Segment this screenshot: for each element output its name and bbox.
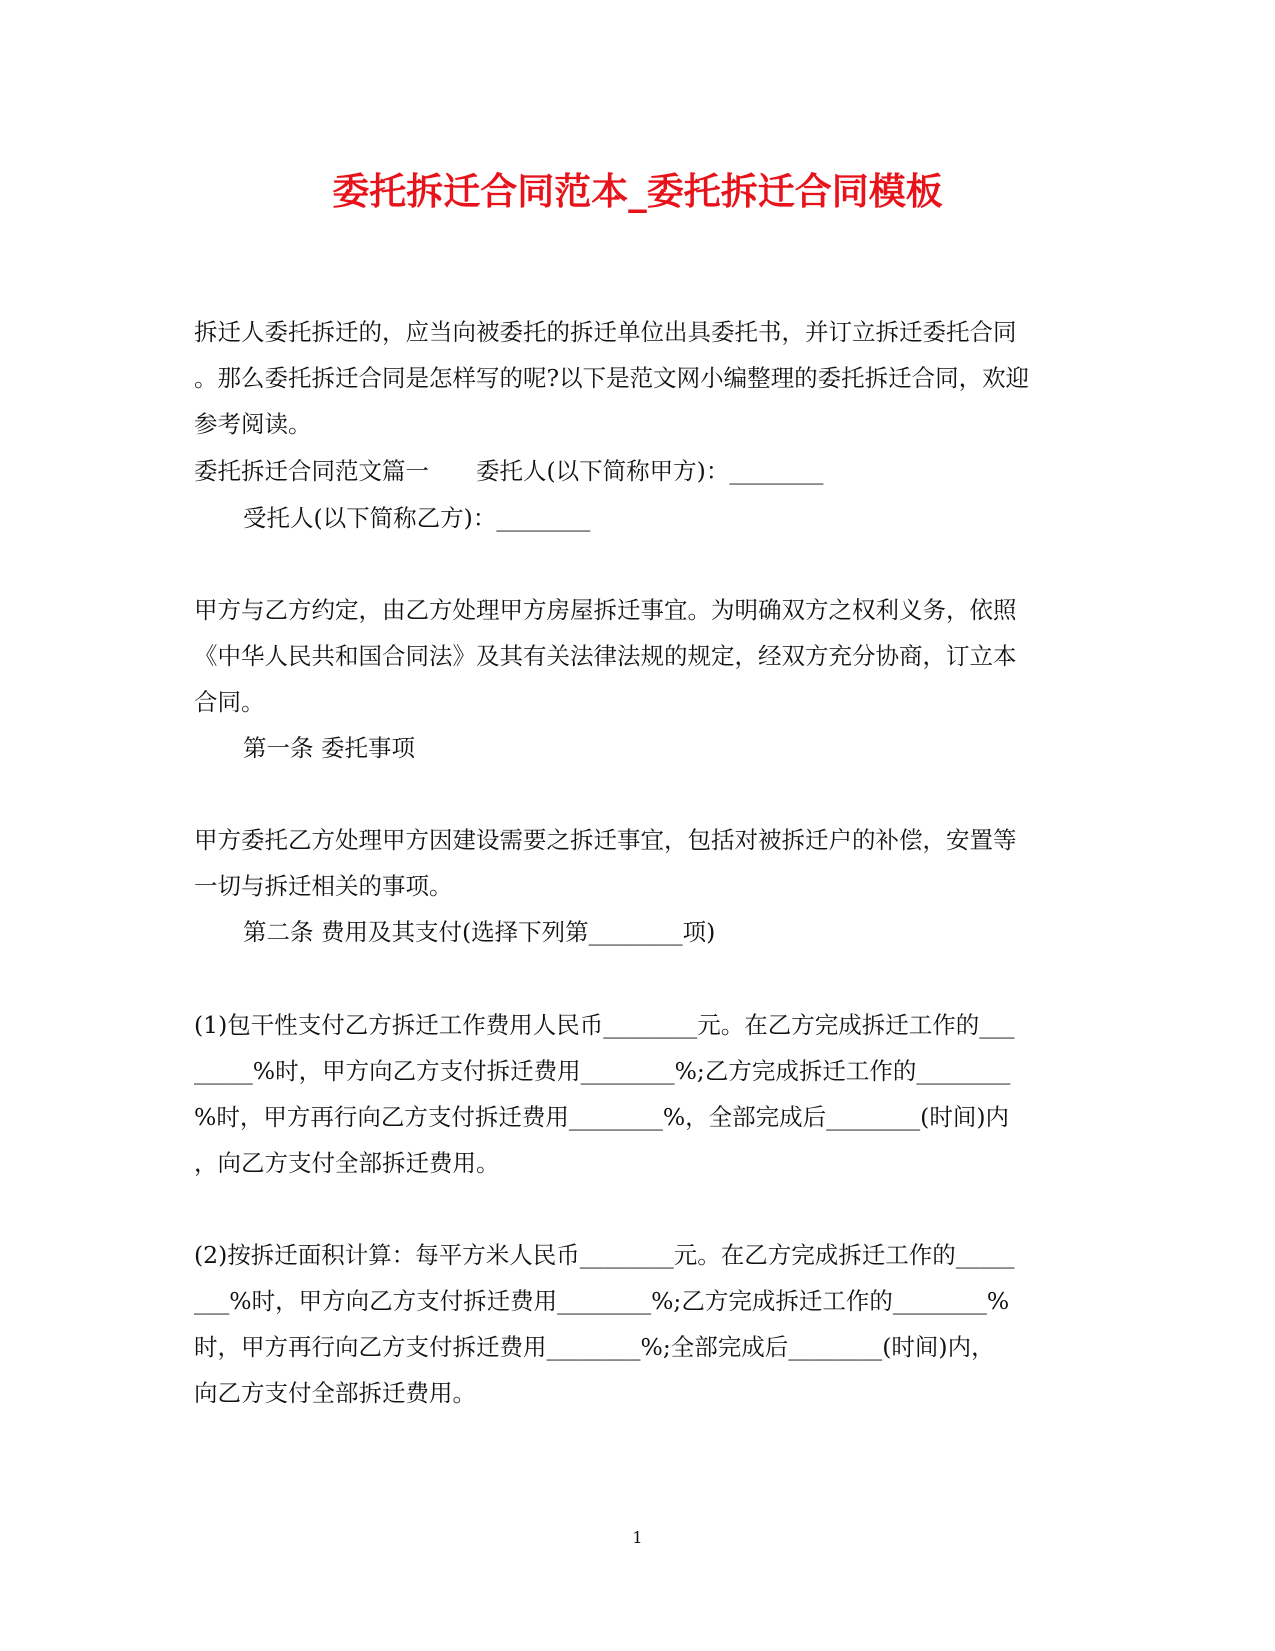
article-1-heading: 第一条 委托事项 (243, 734, 415, 762)
article-2-heading: 第二条 费用及其支付(选择下列第________项) (243, 918, 716, 946)
option-1-line-2: _____%时，甲方向乙方支付拆迁费用________%;乙方完成拆迁工作的________ (194, 1057, 1011, 1085)
intro-line-2: 。那么委托拆迁合同是怎样写的呢?以下是范文网小编整理的委托拆迁合同，欢迎 (194, 364, 1030, 392)
preamble-line-3: 合同。 (194, 688, 265, 716)
option-1-line-1: (1)包干性支付乙方拆迁工作费用人民币________元。在乙方完成拆迁工作的___ (194, 1011, 1015, 1039)
article-1-line-1: 甲方委托乙方处理甲方因建设需要之拆迁事宜，包括对被拆迁户的补偿，安置等 (194, 826, 1017, 854)
option-2-line-1: (2)按拆迁面积计算：每平方米人民币________元。在乙方完成拆迁工作的_____ (194, 1241, 1015, 1269)
preamble-line-2: 《中华人民共和国合同法》及其有关法律法规的规定，经双方充分协商，订立本 (194, 642, 1017, 670)
party-b-line: 受托人(以下简称乙方)：________ (243, 504, 591, 532)
option-2-line-2: ___%时，甲方向乙方支付拆迁费用________%;乙方完成拆迁工作的________% (194, 1287, 1010, 1315)
option-1-line-4: ，向乙方支付全部拆迁费用。 (194, 1149, 500, 1177)
article-1-line-2: 一切与拆迁相关的事项。 (194, 872, 453, 900)
intro-line-3: 参考阅读。 (194, 410, 312, 438)
option-2-line-4: 向乙方支付全部拆迁费用。 (194, 1379, 476, 1407)
document-title: 委托拆迁合同范本_委托拆迁合同模板 (332, 169, 943, 213)
option-2-line-3: 时，甲方再行向乙方支付拆迁费用________%;全部完成后________(时间)内， (194, 1333, 995, 1361)
page-number: 1 (632, 1528, 643, 1547)
preamble-line-1: 甲方与乙方约定，由乙方处理甲方房屋拆迁事宜。为明确双方之权利义务，依照 (194, 596, 1017, 624)
option-1-line-3: %时，甲方再行向乙方支付拆迁费用________%，全部完成后________(时间)内 (194, 1103, 1009, 1131)
intro-line-1: 拆迁人委托拆迁的，应当向被委托的拆迁单位出具委托书，并订立拆迁委托合同 (194, 318, 1017, 346)
party-a-line: 委托拆迁合同范文篇一 委托人(以下简称甲方)：________ (194, 457, 824, 485)
